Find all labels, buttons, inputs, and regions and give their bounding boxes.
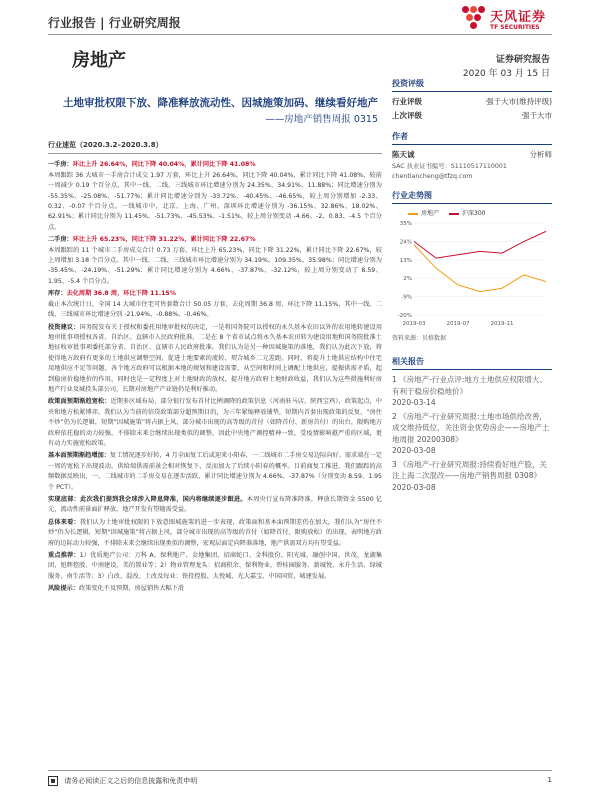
analyst-sac: SAC 执业证书编号：S1110517110001	[392, 163, 507, 170]
page-number: 1	[547, 776, 552, 784]
highlight-text: 此次我们提到我会球涉入降息降准，国内将继续逐步跟进。	[80, 496, 247, 503]
analyst-role: 分析师	[529, 150, 552, 159]
paragraph-second-hand	[48, 235, 382, 287]
highlight-text: 环比上升 26.64%，同比下降 40.04%，累计同比下降 41.08%	[72, 161, 256, 169]
sidebar	[392, 78, 552, 495]
paragraph-text: 我们认为土地审批权限的下放意图城施策的进一步表现，政策面和基本面预期差仍在加大，我们认为“房住不炒”仍为长逻辑，短期“因城施策”将占据上风，部分城市出现的高等级的首付（如降首付、限购放松）的出现，表明地方政府的边际动力较强，不排除未来会继续出现类似的调整，宏观层面定向降准落地，地产供需双方均有望受益。	[48, 518, 383, 547]
report-subtitle: ——房地产销售周报 0315	[265, 114, 378, 125]
y-tick-label: 24%	[399, 239, 412, 246]
lead-label: 库存：	[48, 290, 67, 298]
paragraph-text: 本周跟踪的 11 个城市二手房成交合计 0.73 万套，环比上升 65.23%，同比下降 31.22%，累计同比下降 22.67%，较上周增加 3.18 个百分点。其中一线、二线、三线城市环比增速分别为 34.19%、109.35%、35.98%；同比增速分别为 -35.45%、-24.19%、-51.29%；累计同比增速分别为 4.66%、-37.87%、-32.12%，较上周分别变动了 8.59、1.95、-5.4 个百分点。	[48, 246, 382, 285]
report-type: 证券研究报告	[495, 55, 550, 65]
highlight-text: 环比上升 65.23%，同比下降 31.22%，累计同比下降 22.67%	[72, 236, 256, 244]
lead-label: 实现底部：	[48, 496, 81, 503]
paragraph-policy	[48, 397, 382, 449]
paragraph-investment	[48, 323, 382, 396]
paragraph-text: 国务院发布关于授权和委托用地审批权的决定，一是将国务院可以授权的永久基本农田以外的农用地转建设用地审批事项授权各省、自治区、直辖市人民政府批准，二是在 8 个省市试点将永久基本农田转为建设用地和国务院批准土地征收审批事项委托部分省、自治区、直辖市人民政府批准。我们认为是另一种因城施策的落地，我们认为此次下放，将使得地方政府有更多的土地供应调整空间，促进土地要素的流转，契合城乡二元差距。同时，将提升土地供应结构中住宅用地供应不足等问题，各个地方政府可以根据本地的规划和建设需要，从空间和时间上调配土地供应，提振供需矛盾，起到稳房价稳地价的作用，同时也是一定程度上对土地财政的放权，提升地方政府土地财政收益，我们认为这些措施利好房地产行业及城投头部公司，长期对房地产产业链仍是利好推动。	[48, 323, 383, 393]
disclaimer-text: 请务必阅读正文之后的信息披露和免责申明	[64, 777, 198, 785]
related-date: 2020-03-14	[392, 398, 436, 407]
y-tick-label: 2%	[403, 276, 412, 283]
related-reports	[392, 356, 552, 493]
report-date: 2020 年 03 月 15 日	[462, 69, 550, 79]
x-tick-label: 2019-07	[446, 321, 470, 327]
legend-item: 房地产	[408, 208, 439, 217]
analyst-email[interactable]: chentiancheng@tfzq.com	[392, 173, 473, 180]
lead-label: 投资建议：	[48, 323, 80, 331]
related-item[interactable]	[392, 459, 552, 494]
x-tick-label: 2019-11	[490, 321, 514, 327]
paragraph-text: 复工情况逐步好转，4 月全面复工后或迎来小阳春，一二线城市二手房交易边际向好。需求端在一定一周的宽松下出现波动，供给端供需前景会相对恢复下，反而加大了后续小阳春的概率。目前商复工推进，我们跟踪的高频数据反映出，一、二线城市的二手房交易在逐步活跃，累计同比增速分别为 4.66%、-37.87%（分别变动 8.59、1.95 个 PCT）。	[48, 452, 382, 491]
paragraph-text: 截止本次统计日，全国 14 大城市住宅可售套数合计 50.05 万套，去化周期 36.8 周，环比下降 11.15%，其中一线、二线、三线城市环比增速分别 -21.94%、-0.88%、-0.46%。	[48, 300, 382, 319]
lead-label: 基本面预期渐趋增加：	[48, 452, 110, 460]
chart-heading: 行业走势图	[392, 190, 552, 204]
logo-text-en: TF SECURITIES	[490, 24, 540, 31]
related-heading: 相关报告	[392, 356, 552, 370]
qr-code-icon	[48, 776, 58, 786]
paragraph-inventory	[48, 289, 382, 320]
logo-text-cn: 天风证券	[490, 10, 547, 25]
sector-title: 房地产	[72, 50, 126, 71]
related-title[interactable]: 1 《房地产-行业点评:地方土地供应权限增大、有利于稳房价稳地价》	[392, 375, 547, 396]
paragraph-new-home	[48, 160, 382, 233]
trend-chart-block	[392, 190, 552, 342]
lead-label: 重点推荐：	[48, 552, 80, 560]
report-body	[48, 140, 382, 597]
paragraph-recommend	[48, 551, 382, 582]
footer-divider	[48, 770, 552, 771]
rating-row	[392, 96, 552, 107]
series-line-1	[414, 231, 546, 258]
related-date: 2020-03-08	[392, 446, 436, 455]
highlight-text: 去化周期 36.8 周，环比下降 11.15%	[66, 290, 176, 298]
lead-label: 二手房：	[48, 236, 73, 244]
chart-legend	[408, 208, 552, 217]
paragraph-summary	[48, 518, 382, 549]
related-item[interactable]	[392, 374, 552, 409]
y-tick-label: -9%	[401, 294, 412, 301]
chart-source: 资料来源：贝格数据	[392, 335, 447, 342]
doc-type: 行业报告 | 行业研究周报	[48, 16, 181, 30]
analyst-name: 陈天诚	[392, 150, 415, 159]
footer	[48, 776, 552, 786]
lead-label: 一手房：	[48, 161, 73, 169]
paragraph-bottom	[48, 495, 382, 516]
report-title: 土地审批权限下放、降准释放流动性、因城施策加码、继续看好地产	[63, 97, 378, 109]
paragraph-text: 1）优质地产公司：万科 A、保利地产、金地集团、招商蛇口、金科股份、阳光城、融创中国、世茂、龙湖集团、旭辉控股、中南建设、美的置业等；2）物业管理龙头：招商积余、保利物业、碧桂园服务、新城悦、永升生活、绿城服务、南生活等；3）白改、混改、土改及每业：铁投控股、大悦城、光大嘉宝、中国国贸、城建发展。	[48, 552, 383, 580]
rating-value: 强于大市	[522, 111, 552, 120]
related-date: 2020-03-08	[392, 482, 436, 492]
paragraph-risk	[48, 584, 382, 594]
rating-key: 上次评级	[392, 111, 422, 120]
rating-key: 行业评级	[392, 97, 422, 106]
trend-chart	[392, 219, 552, 329]
paragraph-fundamentals	[48, 451, 382, 493]
paragraph-text: 近期多区域布局、部分银行发布首付比例调降的政策信息（河南驻马店、陕西宝鸡），政策起点，中央和地方松紧博弈。我们认为当前的信贷政策部分超预期目的，为三年紧缩释放铺垫，短期内首套出现政策的反复，“房住不炒”仍为长逻辑，短期“因城施策”将占据上风，部分城市出现的高等级的首付（如降首付、新房首付）的出台，限购地方政府依托稳的动力较强，不排除未来会继续出现类似的调整，因此中央地产调控精神一致，受疫情影响越严重的区域，更有动力实施宽松政策。	[48, 398, 382, 447]
logo-mark-icon	[462, 6, 486, 34]
company-logo	[462, 4, 554, 38]
related-item[interactable]	[392, 411, 552, 457]
rating-row	[392, 110, 552, 121]
period-heading: 行业速览（2020.3.2–2020.3.8）	[48, 140, 382, 154]
x-tick-label: 2019-03	[402, 321, 426, 327]
legend-item: 沪深300	[449, 208, 485, 217]
rating-heading: 投资评级	[392, 78, 552, 92]
analyst-block	[392, 131, 552, 182]
lead-label: 风险提示：	[48, 585, 79, 593]
paragraph-text: 本周跟踪 36 大城市一手房合计成交 1.97 万套，环比上升 26.64%，同比下降 40.04%，累计同比下降 41.08%，较前一周减少 0.19 个百分点，其中一线、二线、三线城市环比增速分别为 24.35%、34.91%、11.88%；同比增速分别为 -55.35%、-25.08%、-51.77%；累计同比增速分别为 -33.72%、-40.45%、-46.65%，较上周分别增加 -2.33、0.32、-0.07 个百分点。一线城市中，北京、上海、广州、深圳环比增速分别为 -36.15%、32.86%、18.02%、62.91%；累计同比分别为 11.45%、-51.73%、-45.53%、-1.51%，较上周分别变动 -4.66、-2、0.83、-4.5 个百分点。	[48, 171, 382, 231]
paragraph-text: 本周央行宣布降准降准，释放长期资金 5500 亿元，流动性前景面扩释放，地产开发有望随需受益。	[48, 496, 383, 514]
rating-value: 强于大市(维持评级)	[486, 97, 552, 106]
y-tick-label: 13%	[399, 257, 412, 264]
y-tick-label: -20%	[397, 313, 412, 319]
lead-label: 政策面预期渐趋宽松：	[48, 398, 111, 406]
related-title[interactable]: 2 《房地产-行业研究周报:土地市场供给改善，成交维持低位，关注资金优势房企——房地产土地周报 20200308》	[392, 411, 550, 444]
y-tick-label: 35%	[399, 221, 412, 227]
related-title[interactable]: 3 《房地产-行业研究周报:持续看好地产股，关注上海二次混改——房地产销售周报 0308》	[392, 459, 547, 480]
lead-label: 总体来看：	[48, 518, 80, 526]
analyst-row	[392, 149, 552, 160]
analyst-heading: 作者	[392, 131, 552, 145]
paragraph-text: 政策变化不及预期，房屋销售大幅下滑	[78, 585, 185, 593]
